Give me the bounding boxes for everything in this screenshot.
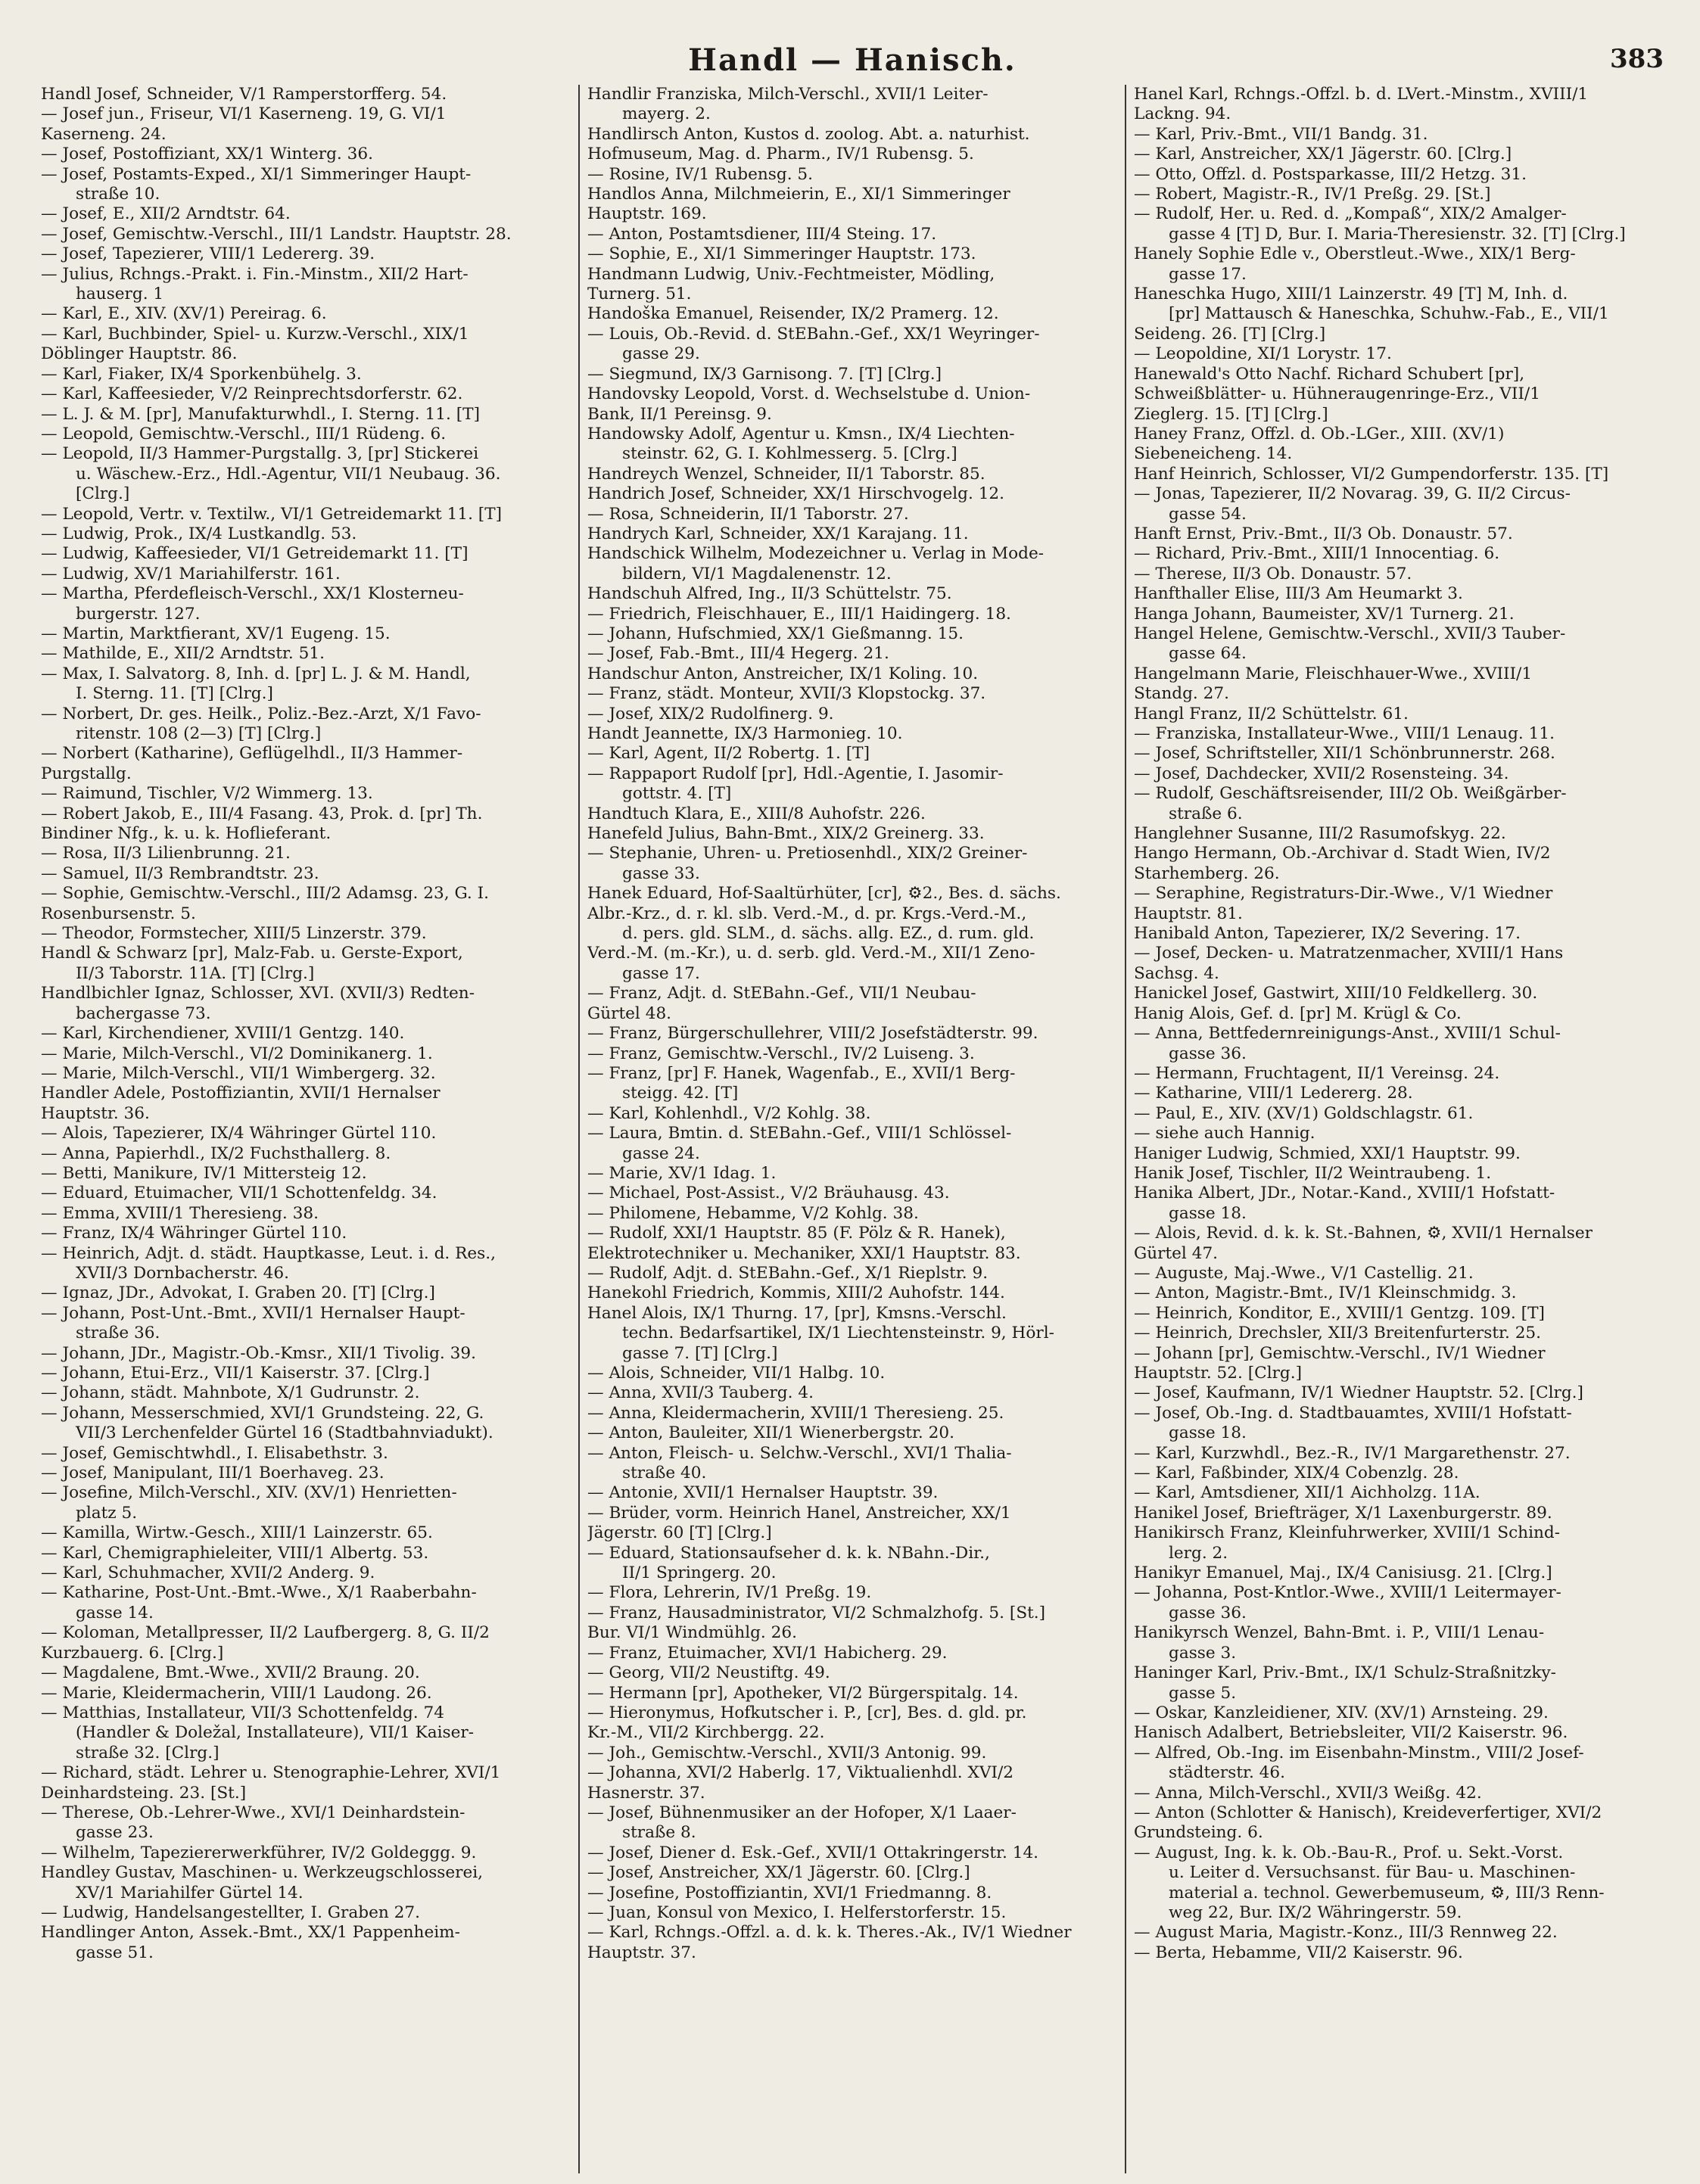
directory-line: — Ludwig, Kaffeesieder, VI/1 Getreidemarkt 11. [T] — [41, 544, 469, 564]
directory-line: Hanisch Adalbert, Betriebsleiter, VII/2 Kaiserstr. 96. — [1134, 1723, 1568, 1743]
directory-line: — Karl, Chemigraphieleiter, VIII/1 Albertg. 53. — [41, 1543, 429, 1563]
directory-line: — Heinrich, Adjt. d. städt. Hauptkasse, Leut. i. d. Res., — [41, 1243, 496, 1263]
directory-line: straße 8. — [622, 1823, 696, 1843]
directory-line: Handovsky Leopold, Vorst. d. Wechselstube d. Union- — [587, 384, 1031, 404]
running-head: Handl — Hanisch. — [688, 42, 1017, 78]
directory-line: Deinhardsteing. 23. [St.] — [41, 1783, 247, 1803]
directory-line: — Anton, Fleisch- u. Selchw.-Verschl., XVI/1 Thalia- — [587, 1443, 1012, 1463]
directory-line: — Josefine, Milch-Verschl., XIV. (XV/1) Henrietten- — [41, 1483, 457, 1503]
directory-line: — Michael, Post-Assist., V/2 Bräuhausg. 43. — [587, 1184, 950, 1203]
directory-line: — Franz, Hausadministrator, VI/2 Schmalzhofg. 5. [St.] — [587, 1603, 1046, 1622]
page-header — [41, 39, 1664, 85]
directory-line: XVII/3 Dornbacherstr. 46. — [76, 1263, 290, 1283]
directory-line: — Anna, Kleidermacherin, XVIII/1 Theresieng. 25. — [587, 1403, 1004, 1423]
directory-line: Gürtel 48. — [587, 1003, 672, 1023]
directory-line: — Hieronymus, Hofkutscher i. P., [cr], Bes. d. gld. pr. — [587, 1703, 1027, 1722]
directory-line: — Josef, Fab.-Bmt., III/4 Hegerg. 21. — [587, 644, 889, 664]
directory-line: II/3 Taborstr. 11A. [T] [Clrg.] — [76, 963, 315, 983]
directory-line: — Marie, Milch-Verschl., VII/1 Wimbergerg. 32. — [41, 1063, 436, 1083]
directory-line: Hanig Alois, Gef. d. [pr] M. Krügl & Co. — [1134, 1003, 1462, 1023]
directory-line: — Louis, Ob.-Revid. d. StEBahn.-Gef., XX/1 Weyringer- — [587, 324, 1040, 344]
directory-line: lerg. 2. — [1169, 1543, 1228, 1563]
directory-line: — Franziska, Installateur-Wwe., VIII/1 Lenaug. 11. — [1134, 724, 1555, 743]
directory-line: Haniger Ludwig, Schmied, XXI/1 Hauptstr. 99. — [1134, 1143, 1521, 1163]
directory-line: — Josef, Gemischtwhdl., I. Elisabethstr. 3. — [41, 1443, 388, 1463]
directory-line: Handrich Josef, Schneider, XX/1 Hirschvogelg. 12. — [587, 484, 1005, 504]
directory-line: — Franz, Adjt. d. StEBahn.-Gef., VII/1 Neubau- — [587, 984, 976, 1003]
directory-line: — Alois, Tapezierer, IX/4 Währinger Gürtel 110. — [41, 1124, 437, 1143]
directory-line: — Georg, VII/2 Neustiftg. 49. — [587, 1663, 830, 1683]
directory-line: Hanefeld Julius, Bahn-Bmt., XIX/2 Greinerg. 33. — [587, 824, 985, 844]
directory-line: — Martha, Pferdefleisch-Verschl., XX/1 Klosterneu- — [41, 584, 464, 604]
directory-line: — Alois, Schneider, VII/1 Halbg. 10. — [587, 1364, 886, 1383]
directory-line: — Martin, Marktfierant, XV/1 Eugeng. 15. — [41, 624, 391, 643]
directory-line: (Handler & Doležal, Installateure), VII/1 Kaiser- — [76, 1723, 474, 1743]
directory-line: Hanga Johann, Baumeister, XV/1 Turnerg. 21. — [1134, 604, 1515, 624]
directory-line: — Johann [pr], Gemischtw.-Verschl., IV/1 Wiedner — [1134, 1343, 1546, 1363]
directory-line: I. Sterng. 11. [T] [Clrg.] — [76, 684, 273, 704]
directory-line: — Johanna, Post-Kntlor.-Wwe., XVIII/1 Leitermayer- — [1134, 1583, 1561, 1603]
directory-line: — Josef, Schriftsteller, XII/1 Schönbrunnerstr. 268. — [1134, 744, 1555, 764]
directory-line: Bindiner Nfg., k. u. k. Hoflieferant. — [41, 824, 332, 844]
directory-line: Hanikyr Emanuel, Maj., IX/4 Canisiusg. 21. [Clrg.] — [1134, 1563, 1552, 1583]
directory-line: — Kamilla, Wirtw.-Gesch., XIII/1 Lainzerstr. 65. — [41, 1523, 433, 1543]
directory-line: techn. Bedarfsartikel, IX/1 Liechtensteinstr. 9, Hörl- — [622, 1324, 1054, 1343]
directory-line: Hauptstr. 36. — [41, 1103, 150, 1123]
directory-line: material a. technol. Gewerbemuseum, ⚙, III/3 Renn- — [1169, 1883, 1605, 1902]
directory-line: Handlir Franziska, Milch-Verschl., XVII/1 Leiter- — [587, 85, 989, 104]
directory-line: Hanekohl Friedrich, Kommis, XIII/2 Auhofstr. 144. — [587, 1283, 1005, 1303]
directory-line: — Josef, Manipulant, III/1 Boerhaveg. 23. — [41, 1464, 385, 1483]
directory-line: hauserg. 1 — [76, 285, 164, 304]
directory-line: — Richard, städt. Lehrer u. Stenographie-Lehrer, XVI/1 — [41, 1763, 501, 1783]
directory-line: gottstr. 4. [T] — [622, 784, 732, 804]
directory-line: straße 40. — [622, 1464, 707, 1483]
directory-line: Handschuh Alfred, Ing., II/3 Schüttelstr. 75. — [587, 584, 952, 604]
directory-line: — Magdalene, Bmt.-Wwe., XVII/2 Braung. 20. — [41, 1663, 420, 1683]
directory-line: — Karl, Kohlenhdl., V/2 Kohlg. 38. — [587, 1103, 871, 1123]
directory-line: — Josef, Diener d. Esk.-Gef., XVII/1 Ottakringerstr. 14. — [587, 1843, 1039, 1862]
directory-line: Hauptstr. 81. — [1134, 904, 1243, 923]
directory-line: XV/1 Mariahilfer Gürtel 14. — [76, 1883, 304, 1902]
directory-line: — Johanna, XVI/2 Haberlg. 17, Viktualienhdl. XVI/2 — [587, 1763, 1014, 1783]
directory-line: steigg. 42. [T] — [622, 1084, 739, 1103]
directory-line: — Rudolf, Her. u. Red. d. „Kompaß“, XIX/2 Amalger- — [1134, 204, 1567, 224]
directory-line: — Josef, Dachdecker, XVII/2 Rosensteing. 34. — [1134, 764, 1509, 783]
directory-line: Sachsg. 4. — [1134, 963, 1219, 983]
directory-line: — Friedrich, Fleischhauer, E., III/1 Haidingerg. 18. — [587, 604, 1011, 624]
directory-line: — Josef jun., Friseur, VI/1 Kaserneng. 19, G. VI/1 — [41, 104, 447, 124]
directory-line: — Alois, Revid. d. k. k. St.-Bahnen, ⚙, XVII/1 Hernalser — [1134, 1224, 1593, 1243]
directory-line: Kaserneng. 24. — [41, 124, 167, 144]
directory-line: Döblinger Hauptstr. 86. — [41, 344, 238, 364]
directory-line: II/1 Springerg. 20. — [622, 1563, 777, 1583]
directory-line: Rosenbursenstr. 5. — [41, 904, 196, 923]
directory-line: — Brüder, vorm. Heinrich Hanel, Anstreicher, XX/1 — [587, 1503, 1011, 1523]
directory-line: — Leopold, Gemischtw.-Verschl., III/1 Rüdeng. 6. — [41, 424, 447, 443]
directory-line: burgerstr. 127. — [76, 604, 201, 624]
directory-line: — Emma, XVIII/1 Theresieng. 38. — [41, 1203, 319, 1223]
directory-line: — Berta, Hebamme, VII/2 Kaiserstr. 96. — [1134, 1943, 1463, 1962]
directory-line: — Rosine, IV/1 Rubensg. 5. — [587, 164, 814, 184]
directory-line: — Anna, XVII/3 Tauberg. 4. — [587, 1383, 814, 1403]
directory-line: — Max, I. Salvatorg. 8, Inh. d. [pr] L. J. & M. Handl, — [41, 664, 471, 683]
directory-line: gasse 7. [T] [Clrg.] — [622, 1343, 778, 1363]
directory-line: Bur. VI/1 Windmühlg. 26. — [587, 1623, 797, 1643]
directory-line: gasse 36. — [1169, 1603, 1247, 1622]
directory-line: — Seraphine, Registraturs-Dir.-Wwe., V/1 Wiedner — [1134, 884, 1553, 904]
directory-line: — Heinrich, Konditor, E., XVIII/1 Gentzg. 109. [T] — [1134, 1303, 1545, 1323]
directory-line: gasse 17. — [622, 963, 700, 983]
directory-line: Hanik Josef, Tischler, II/2 Weintraubeng. 1. — [1134, 1163, 1492, 1183]
directory-line: gasse 18. — [1169, 1203, 1247, 1223]
directory-line: — Rudolf, Geschäftsreisender, III/2 Ob. Weißgärber- — [1134, 784, 1567, 804]
directory-line: straße 32. [Clrg.] — [76, 1743, 220, 1762]
directory-line: Standg. 27. — [1134, 684, 1229, 704]
directory-line: Grundsteing. 6. — [1134, 1823, 1263, 1843]
directory-line: — Anton (Schlotter & Hanisch), Kreideverfertiger, XVI/2 — [1134, 1803, 1602, 1822]
directory-line: Lackng. 94. — [1134, 104, 1231, 124]
directory-line: — Josef, XIX/2 Rudolfinerg. 9. — [587, 704, 834, 723]
directory-line: — Karl, Buchbinder, Spiel- u. Kurzw.-Verschl., XIX/1 — [41, 324, 469, 344]
directory-line: gasse 14. — [76, 1603, 154, 1622]
directory-line: — Josef, Gemischtw.-Verschl., III/1 Landstr. Hauptstr. 28. — [41, 224, 512, 244]
directory-line: — Katharine, VIII/1 Ledererg. 28. — [1134, 1084, 1413, 1103]
directory-line: — Rosa, II/3 Lilienbrunng. 21. — [41, 844, 291, 863]
directory-line: — Philomene, Hebamme, V/2 Kohlg. 38. — [587, 1203, 919, 1223]
directory-line: Handlos Anna, Milchmeierin, E., XI/1 Simmeringer — [587, 185, 1010, 204]
directory-line: — Marie, Milch-Verschl., VI/2 Dominikanerg. 1. — [41, 1044, 433, 1063]
directory-line: Hanika Albert, JDr., Notar.-Kand., XVIII/1 Hofstatt- — [1134, 1184, 1555, 1203]
directory-line: städterstr. 46. — [1169, 1763, 1286, 1783]
directory-line: Hanel Karl, Rchngs.-Offzl. b. d. LVert.-Minstm., XVIII/1 — [1134, 85, 1589, 104]
column-right — [1125, 85, 1664, 2173]
directory-line: Hanfthaller Elise, III/3 Am Heumarkt 3. — [1134, 584, 1463, 604]
directory-line: — Siegmund, IX/3 Garnisong. 7. [T] [Clrg.] — [587, 364, 942, 384]
directory-line: — Johann, JDr., Magistr.-Ob.-Kmsr., XII/1 Tivolig. 39. — [41, 1343, 476, 1363]
directory-line: gasse 29. — [622, 344, 700, 364]
directory-line: [Clrg.] — [76, 484, 130, 504]
directory-line: — Mathilde, E., XII/2 Arndtstr. 51. — [41, 644, 325, 664]
directory-line: Haney Franz, Offzl. d. Ob.-LGer., XIII. (XV/1) — [1134, 424, 1505, 443]
directory-line: Handlinger Anton, Assek.-Bmt., XX/1 Pappenheim- — [41, 1923, 460, 1943]
directory-line: bachergasse 73. — [76, 1003, 211, 1023]
directory-line: — Franz, Bürgerschullehrer, VIII/2 Josefstädterstr. 99. — [587, 1024, 1038, 1044]
directory-line: Bank, II/1 Pereinsg. 9. — [587, 404, 772, 424]
directory-line: u. Wäschew.-Erz., Hdl.-Agentur, VII/1 Neubaug. 36. — [76, 464, 501, 484]
directory-line: — Hermann, Fruchtagent, II/1 Vereinsg. 24. — [1134, 1063, 1500, 1083]
directory-line: Handtuch Klara, E., XIII/8 Auhofstr. 226. — [587, 804, 926, 823]
directory-line: gasse 33. — [622, 863, 700, 883]
directory-line: — Norbert (Katharine), Geflügelhdl., II/3 Hammer- — [41, 744, 463, 764]
directory-line: mayerg. 2. — [622, 104, 711, 124]
directory-line: Handschick Wilhelm, Modezeichner u. Verlag in Mode- — [587, 544, 1045, 564]
directory-line: Handler Adele, Postoffiziantin, XVII/1 Hernalser — [41, 1084, 441, 1103]
directory-line: Haneschka Hugo, XIII/1 Lainzerstr. 49 [T] M, Inh. d. — [1134, 285, 1568, 304]
directory-line: Seideng. 26. [T] [Clrg.] — [1134, 324, 1326, 344]
directory-line: Zieglerg. 15. [T] [Clrg.] — [1134, 404, 1328, 424]
directory-line: — Johann, Messerschmied, XVI/1 Grundsteing. 22, G. — [41, 1403, 484, 1423]
directory-line: — Anton, Bauleiter, XII/1 Wienerbergstr. 20. — [587, 1423, 954, 1443]
directory-line: Hangel Helene, Gemischtw.-Verschl., XVII/3 Tauber- — [1134, 624, 1566, 643]
directory-line: — Leopoldine, XI/1 Lorystr. 17. — [1134, 344, 1392, 364]
directory-line: — Josef, E., XII/2 Arndtstr. 64. — [41, 204, 291, 224]
directory-line: Handowsky Adolf, Agentur u. Kmsn., IX/4 Liechten- — [587, 424, 1015, 443]
directory-line: — Robert, Magistr.-R., IV/1 Preßg. 29. [St.] — [1134, 185, 1491, 204]
directory-line: — Wilhelm, Tapeziererwerkführer, IV/2 Goldeggg. 9. — [41, 1843, 477, 1862]
directory-line: — Therese, Ob.-Lehrer-Wwe., XVI/1 Deinhardstein- — [41, 1803, 465, 1822]
directory-line: Handoška Emanuel, Reisender, IX/2 Pramerg. 12. — [587, 304, 999, 324]
directory-line: Hanft Ernst, Priv.-Bmt., II/3 Ob. Donaustr. 57. — [1134, 524, 1513, 543]
directory-line: Handt Jeannette, IX/3 Harmonieg. 10. — [587, 724, 903, 743]
directory-line: — Antonie, XVII/1 Hernalser Hauptstr. 39. — [587, 1483, 939, 1503]
directory-line: — Stephanie, Uhren- u. Pretiosenhdl., XIX/2 Greiner- — [587, 844, 1028, 863]
directory-line: — Johann, Post-Unt.-Bmt., XVII/1 Hernalser Haupt- — [41, 1303, 465, 1323]
directory-line: — Karl, Kurzwhdl., Bez.-R., IV/1 Margarethenstr. 27. — [1134, 1443, 1571, 1463]
directory-line: Purgstallg. — [41, 764, 132, 783]
directory-line: — Karl, Kaffeesieder, V/2 Reinprechtsdorferstr. 62. — [41, 384, 463, 404]
directory-line: Hanely Sophie Edle v., Oberstleut.-Wwe., XIX/1 Berg- — [1134, 244, 1576, 264]
directory-line: — Karl, Priv.-Bmt., VII/1 Bandg. 31. — [1134, 124, 1428, 144]
directory-line: — Johann, Hufschmied, XX/1 Gießmanng. 15. — [587, 624, 964, 643]
directory-line: Hanf Heinrich, Schlosser, VI/2 Gumpendorferstr. 135. [T] — [1134, 464, 1609, 484]
directory-line: Handl Josef, Schneider, V/1 Ramperstorfferg. 54. — [41, 85, 447, 104]
directory-line: u. Leiter d. Versuchsanst. für Bau- u. Maschinen- — [1169, 1863, 1576, 1883]
directory-line: gasse 54. — [1169, 504, 1247, 524]
directory-line: Handreych Wenzel, Schneider, II/1 Taborstr. 85. — [587, 464, 985, 484]
directory-line: VII/3 Lerchenfelder Gürtel 16 (Stadtbahnviadukt). — [76, 1423, 493, 1443]
directory-line: — Karl, Anstreicher, XX/1 Jägerstr. 60. [Clrg.] — [1134, 145, 1512, 164]
directory-line: Hanibald Anton, Tapezierer, IX/2 Severing. 17. — [1134, 924, 1521, 944]
directory-line: gasse 3. — [1169, 1643, 1237, 1663]
directory-line: Albr.-Krz., d. r. kl. slb. Verd.-M., d. pr. Krgs.-Verd.-M., — [587, 904, 1027, 923]
directory-line: steinstr. 62, G. I. Kohlmesserg. 5. [Clrg.] — [622, 444, 957, 464]
directory-line: — Samuel, II/3 Rembrandtstr. 23. — [41, 863, 319, 883]
directory-line: gasse 18. — [1169, 1423, 1247, 1443]
directory-line: — Johann, Etui-Erz., VII/1 Kaiserstr. 37. [Clrg.] — [41, 1364, 430, 1383]
directory-line: Handrych Karl, Schneider, XX/1 Karajang. 11. — [587, 524, 969, 543]
directory-line: — Ignaz, JDr., Advokat, I. Graben 20. [T] [Clrg.] — [41, 1283, 435, 1303]
directory-line: — August, Ing. k. k. Ob.-Bau-R., Prof. u. Sekt.-Vorst. — [1134, 1843, 1564, 1862]
directory-line: — Paul, E., XIV. (XV/1) Goldschlagstr. 61. — [1134, 1103, 1474, 1123]
directory-line: — Josef, Decken- u. Matratzenmacher, XVIII/1 Hans — [1134, 944, 1564, 963]
directory-line: — Leopold, II/3 Hammer-Purgstallg. 3, [pr] Stickerei — [41, 444, 479, 464]
directory-line: — Karl, Agent, II/2 Robertg. 1. [T] — [587, 744, 870, 764]
directory-line: — Robert Jakob, E., III/4 Fasang. 43, Prok. d. [pr] Th. — [41, 804, 483, 823]
directory-line: straße 36. — [76, 1324, 160, 1343]
directory-line: Siebeneicheng. 14. — [1134, 444, 1293, 464]
directory-line: — Karl, Kirchendiener, XVIII/1 Gentzg. 140. — [41, 1024, 405, 1044]
directory-line: Kurzbauerg. 6. [Clrg.] — [41, 1643, 224, 1663]
directory-line: — Karl, Fiaker, IX/4 Sporkenbühelg. 3. — [41, 364, 362, 384]
directory-line: — Franz, [pr] F. Hanek, Wagenfab., E., XVII/1 Berg- — [587, 1063, 1016, 1083]
directory-line: — Josef, Bühnenmusiker an der Hofoper, X/1 Laaer- — [587, 1803, 1017, 1822]
directory-line: Hanel Alois, IX/1 Thurng. 17, [pr], Kmsns.-Verschl. — [587, 1303, 1007, 1323]
directory-line: Haninger Karl, Priv.-Bmt., IX/1 Schulz-Straßnitzky- — [1134, 1663, 1556, 1683]
directory-line: — Juan, Konsul von Mexico, I. Helferstorferstr. 15. — [587, 1902, 1007, 1922]
directory-line: — Marie, Kleidermacherin, VIII/1 Laudong. 26. — [41, 1683, 432, 1703]
directory-line: — Karl, Schuhmacher, XVII/2 Anderg. 9. — [41, 1563, 375, 1583]
directory-line: — Raimund, Tischler, V/2 Wimmerg. 13. — [41, 784, 373, 804]
directory-line: — Ludwig, Prok., IX/4 Lustkandlg. 53. — [41, 524, 357, 543]
directory-line: Handlirsch Anton, Kustos d. zoolog. Abt. a. naturhist. — [587, 124, 1030, 144]
page-number: 383 — [1610, 44, 1664, 74]
directory-line: Handl & Schwarz [pr], Malz-Fab. u. Gerste-Export, — [41, 944, 463, 963]
directory-line: Hofmuseum, Mag. d. Pharm., IV/1 Rubensg. 5. — [587, 145, 974, 164]
directory-line: — Josef, Postamts-Exped., XI/1 Simmeringer Haupt- — [41, 164, 472, 184]
directory-line: — Eduard, Etuimacher, VII/1 Schottenfeldg. 34. — [41, 1184, 437, 1203]
directory-line: — Karl, Amtsdiener, XII/1 Aichholzg. 11A. — [1134, 1483, 1480, 1503]
directory-line: — Johann, städt. Mahnbote, X/1 Gudrunstr. 2. — [41, 1383, 420, 1403]
directory-line: — Anna, Bettfedernreinigungs-Anst., XVIII/1 Schul- — [1134, 1024, 1561, 1044]
directory-line: Hauptstr. 169. — [587, 204, 707, 224]
directory-line: — Koloman, Metallpresser, II/2 Laufbergerg. 8, G. II/2 — [41, 1623, 490, 1643]
directory-line: — Karl, Faßbinder, XIX/4 Cobenzlg. 28. — [1134, 1464, 1459, 1483]
directory-line: Hanewald's Otto Nachf. Richard Schubert [pr], — [1134, 364, 1525, 384]
directory-line: — Anton, Magistr.-Bmt., IV/1 Kleinschmidg. 3. — [1134, 1283, 1517, 1303]
directory-line: — Julius, Rchngs.-Prakt. i. Fin.-Minstm., XII/2 Hart- — [41, 264, 469, 284]
directory-line: — Auguste, Maj.-Wwe., V/1 Castellig. 21. — [1134, 1263, 1474, 1283]
directory-line: — Hermann [pr], Apotheker, VI/2 Bürgerspitalg. 14. — [587, 1683, 1019, 1703]
directory-line: — Jonas, Tapezierer, II/2 Novarag. 39, G. II/2 Circus- — [1134, 484, 1571, 504]
directory-line: Hango Hermann, Ob.-Archivar d. Stadt Wien, IV/2 — [1134, 844, 1551, 863]
directory-line: straße 10. — [76, 185, 160, 204]
directory-line: — Marie, XV/1 Idag. 1. — [587, 1163, 777, 1183]
column-middle — [578, 85, 1125, 2173]
directory-line: Schweißblätter- u. Hühneraugenringe-Erz., VII/1 — [1134, 384, 1540, 404]
directory-line: — Ludwig, XV/1 Mariahilferstr. 161. — [41, 564, 341, 583]
directory-line: — Franz, städt. Monteur, XVII/3 Klopstockg. 37. — [587, 684, 986, 704]
directory-line: Hangl Franz, II/2 Schüttelstr. 61. — [1134, 704, 1409, 723]
directory-line: — Otto, Offzl. d. Postsparkasse, III/2 Hetzg. 31. — [1134, 164, 1527, 184]
directory-line: — Rudolf, Adjt. d. StEBahn.-Gef., X/1 Rieplstr. 9. — [587, 1263, 989, 1283]
directory-line: — Joh., Gemischtw.-Verschl., XVII/3 Antonig. 99. — [587, 1743, 987, 1762]
directory-line: — Sophie, E., XI/1 Simmeringer Hauptstr. 173. — [587, 244, 976, 264]
directory-line: [pr] Mattausch & Haneschka, Schuhw.-Fab., E., VII/1 — [1169, 304, 1609, 324]
directory-line: — Josef, Postoffiziant, XX/1 Winterg. 36. — [41, 145, 373, 164]
directory-line: — Franz, IX/4 Währinger Gürtel 110. — [41, 1224, 347, 1243]
directory-line: — Franz, Gemischtw.-Verschl., IV/2 Luiseng. 3. — [587, 1044, 975, 1063]
directory-line: — Josefine, Postoffiziantin, XVI/1 Friedmanng. 8. — [587, 1883, 992, 1902]
directory-line: — Oskar, Kanzleidiener, XIV. (XV/1) Arnsteing. 29. — [1134, 1703, 1549, 1722]
directory-line: — Alfred, Ob.-Ing. im Eisenbahn-Minstm., VIII/2 Josef- — [1134, 1743, 1584, 1762]
column-left — [41, 85, 578, 2173]
directory-line: — Josef, Kaufmann, IV/1 Wiedner Hauptstr. 52. [Clrg.] — [1134, 1383, 1583, 1403]
directory-line: gasse 51. — [76, 1943, 154, 1962]
directory-line: Handschur Anton, Anstreicher, IX/1 Koling. 10. — [587, 664, 979, 683]
directory-line: — Leopold, Vertr. v. Textilw., VI/1 Getreidemarkt 11. [T] — [41, 504, 503, 524]
directory-line: — Heinrich, Drechsler, XII/3 Breitenfurterstr. 25. — [1134, 1324, 1542, 1343]
directory-line: — Franz, Etuimacher, XVI/1 Habicherg. 29. — [587, 1643, 948, 1663]
directory-line: gasse 4 [T] D, Bur. I. Maria-Theresienstr. 32. [T] [Clrg.] — [1169, 224, 1626, 244]
directory-line: — Josef, Tapezierer, VIII/1 Ledererg. 39. — [41, 244, 375, 264]
directory-line: Turnerg. 51. — [587, 285, 692, 304]
directory-line: Hanglehner Susanne, III/2 Rasumofskyg. 22. — [1134, 824, 1506, 844]
directory-line: — Josef, Ob.-Ing. d. Stadtbauamtes, XVIII/1 Hofstatt- — [1134, 1403, 1572, 1423]
directory-line: Kr.-M., VII/2 Kirchbergg. 22. — [587, 1723, 825, 1743]
directory-line: bildern, VI/1 Magdalenenstr. 12. — [622, 564, 892, 583]
directory-line: — Anton, Postamtsdiener, III/4 Steing. 17. — [587, 224, 937, 244]
directory-line: — August Maria, Magistr.-Konz., III/3 Rennweg 22. — [1134, 1923, 1558, 1943]
directory-line: Handlbichler Ignaz, Schlosser, XVI. (XVII/3) Redten- — [41, 984, 475, 1003]
directory-line: gasse 5. — [1169, 1683, 1237, 1703]
directory-line: — L. J. & M. [pr], Manufakturwhdl., I. Sterng. 11. [T] — [41, 404, 480, 424]
directory-line: Hanikyrsch Wenzel, Bahn-Bmt. i. P., VIII/1 Lenau- — [1134, 1623, 1545, 1643]
directory-line: Handley Gustav, Maschinen- u. Werkzeugschlosserei, — [41, 1863, 484, 1883]
directory-line: gasse 24. — [622, 1143, 700, 1163]
directory-line: — Karl, E., XIV. (XV/1) Pereirag. 6. — [41, 304, 327, 324]
directory-line: — Anna, Milch-Verschl., XVII/3 Weißg. 42. — [1134, 1783, 1482, 1803]
directory-line: Hasnerstr. 37. — [587, 1783, 705, 1803]
directory-line: — Karl, Rchngs.-Offzl. a. d. k. k. Theres.-Ak., IV/1 Wiedner — [587, 1923, 1072, 1943]
directory-line: — Matthias, Installateur, VII/3 Schottenfeldg. 74 — [41, 1703, 444, 1722]
directory-line: gasse 64. — [1169, 644, 1247, 664]
directory-line: Elektrotechniker u. Mechaniker, XXI/1 Hauptstr. 83. — [587, 1243, 1021, 1263]
directory-line: Gürtel 47. — [1134, 1243, 1219, 1263]
directory-line: — Laura, Bmtin. d. StEBahn.-Gef., VIII/1 Schlössel- — [587, 1124, 1012, 1143]
directory-line: Hauptstr. 52. [Clrg.] — [1134, 1364, 1303, 1383]
directory-line: — Betti, Manikure, IV/1 Mittersteig 12. — [41, 1163, 367, 1183]
directory-line: weg 22, Bur. IX/2 Währingerstr. 59. — [1169, 1902, 1462, 1922]
directory-line: Verd.-M. (m.-Kr.), u. d. serb. gld. Verd.-M., XII/1 Zeno- — [587, 944, 1035, 963]
directory-line: — Richard, Priv.-Bmt., XIII/1 Innocentiag. 6. — [1134, 544, 1500, 564]
directory-line: — siehe auch Hannig. — [1134, 1124, 1315, 1143]
columns — [41, 85, 1664, 2173]
directory-line: — Katharine, Post-Unt.-Bmt.-Wwe., X/1 Raaberbahn- — [41, 1583, 477, 1603]
directory-line: Jägerstr. 60 [T] [Clrg.] — [587, 1523, 772, 1543]
directory-line: gasse 23. — [76, 1823, 154, 1843]
directory-line: — Theodor, Formstecher, XIII/5 Linzerstr. 379. — [41, 924, 427, 944]
directory-line: platz 5. — [76, 1503, 138, 1523]
directory-line: Hanikirsch Franz, Kleinfuhrwerker, XVIII/1 Schind- — [1134, 1523, 1561, 1543]
directory-line: — Flora, Lehrerin, IV/1 Preßg. 19. — [587, 1583, 872, 1603]
directory-line: d. pers. gld. SLM., d. sächs. allg. EZ., d. rum. gld. — [622, 924, 1035, 944]
directory-line: Starhemberg. 26. — [1134, 863, 1280, 883]
directory-line: ritenstr. 108 (2—3) [T] [Clrg.] — [76, 724, 322, 743]
directory-line: — Norbert, Dr. ges. Heilk., Poliz.-Bez.-Arzt, X/1 Favo- — [41, 704, 481, 723]
directory-line: gasse 17. — [1169, 264, 1247, 284]
directory-line: Hanek Eduard, Hof-Saaltürhüter, [cr], ⚙2., Bes. d. sächs. — [587, 884, 1061, 904]
directory-line: — Rappaport Rudolf [pr], Hdl.-Agentie, I. Jasomir- — [587, 764, 1004, 783]
directory-line: — Sophie, Gemischtw.-Verschl., III/2 Adamsg. 23, G. I. — [41, 884, 490, 904]
directory-line: — Anna, Papierhdl., IX/2 Fuchsthallerg. 8. — [41, 1143, 391, 1163]
directory-line: gasse 36. — [1169, 1044, 1247, 1063]
directory-line: — Eduard, Stationsaufseher d. k. k. NBahn.-Dir., — [587, 1543, 990, 1563]
directory-line: — Ludwig, Handelsangestellter, I. Graben 27. — [41, 1902, 420, 1922]
directory-line: — Rudolf, XXI/1 Hauptstr. 85 (F. Pölz & R. Hanek), — [587, 1224, 1006, 1243]
directory-line: — Therese, II/3 Ob. Donaustr. 57. — [1134, 564, 1412, 583]
directory-line: straße 6. — [1169, 804, 1243, 823]
directory-line: Hauptstr. 37. — [587, 1943, 696, 1962]
directory-line: Handmann Ludwig, Univ.-Fechtmeister, Mödling, — [587, 264, 995, 284]
directory-line: Hanickel Josef, Gastwirt, XIII/10 Feldkellerg. 30. — [1134, 984, 1538, 1003]
directory-line: — Josef, Anstreicher, XX/1 Jägerstr. 60. [Clrg.] — [587, 1863, 970, 1883]
directory-line: Hangelmann Marie, Fleischhauer-Wwe., XVIII/1 — [1134, 664, 1533, 683]
directory-line: Hanikel Josef, Briefträger, X/1 Laxenburgerstr. 89. — [1134, 1503, 1552, 1523]
directory-line: — Rosa, Schneiderin, II/1 Taborstr. 27. — [587, 504, 909, 524]
